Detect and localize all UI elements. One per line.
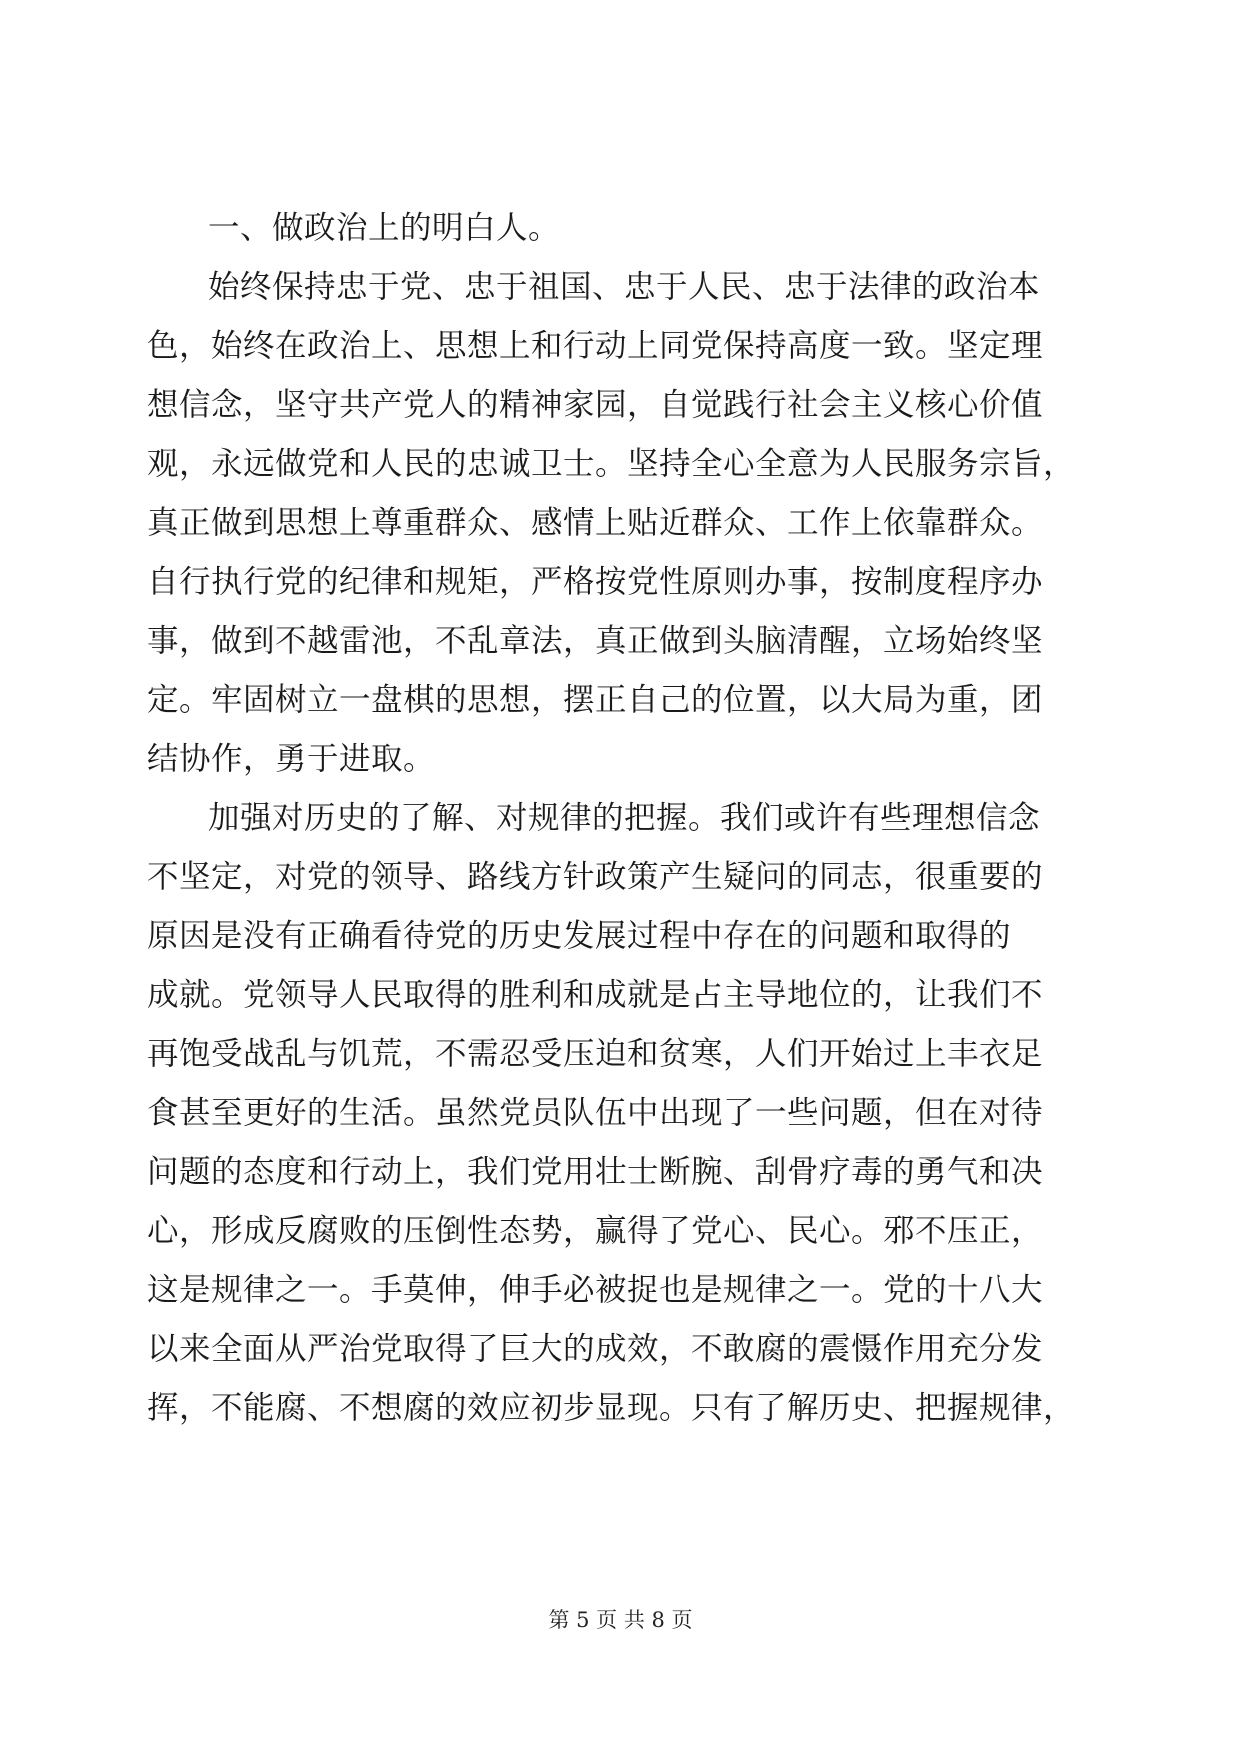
page-footer: 第 5 页 共 8 页	[548, 1608, 693, 1632]
paragraph-line: 成就。党领导人民取得的胜利和成就是占主导地位的，让我们不	[147, 977, 1044, 1013]
paragraph-line: 想信念，坚守共产党人的精神家园，自觉践行社会主义核心价值	[147, 387, 1044, 423]
paragraph-line: 问题的态度和行动上，我们党用壮士断腕、刮骨疗毒的勇气和决	[147, 1154, 1044, 1190]
paragraph-line: 心，形成反腐败的压倒性态势，赢得了党心、民心。邪不压正，	[147, 1213, 1044, 1249]
paragraph-line: 以来全面从严治党取得了巨大的成效，不敢腐的震慑作用充分发	[147, 1331, 1044, 1367]
paragraph-line: 观，永远做党和人民的忠诚卫士。坚持全心全意为人民服务宗旨，	[147, 446, 1076, 482]
paragraph-line: 定。牢固树立一盘棋的思想，摆正自己的位置，以大局为重，团	[147, 682, 1044, 718]
paragraph-line: 始终保持忠于党、忠于祖国、忠于人民、忠于法律的政治本	[208, 269, 1041, 305]
paragraph-line: 不坚定，对党的领导、路线方针政策产生疑问的同志，很重要的	[147, 859, 1044, 895]
paragraph-line: 加强对历史的了解、对规律的把握。我们或许有些理想信念	[208, 800, 1041, 836]
paragraph-line: 事，做到不越雷池，不乱章法，真正做到头脑清醒，立场始终坚	[147, 623, 1044, 659]
paragraph-line: 原因是没有正确看待党的历史发展过程中存在的问题和取得的	[147, 918, 1012, 954]
paragraph-line: 真正做到思想上尊重群众、感情上贴近群众、工作上依靠群众。	[147, 505, 1044, 541]
paragraph-line: 自行执行党的纪律和规矩，严格按党性原则办事，按制度程序办	[147, 564, 1044, 600]
paragraph-line: 这是规律之一。手莫伸，伸手必被捉也是规律之一。党的十八大	[147, 1272, 1044, 1308]
paragraph-line: 食甚至更好的生活。虽然党员队伍中出现了一些问题，但在对待	[147, 1095, 1044, 1131]
heading-line: 一、做政治上的明白人。	[208, 210, 561, 246]
paragraph-line: 色，始终在政治上、思想上和行动上同党保持高度一致。坚定理	[147, 328, 1044, 364]
paragraph-line: 结协作，勇于进取。	[147, 741, 436, 777]
paragraph-line: 挥，不能腐、不想腐的效应初步显现。只有了解历史、把握规律，	[147, 1390, 1076, 1426]
paragraph-line: 再饱受战乱与饥荒，不需忍受压迫和贫寒，人们开始过上丰衣足	[147, 1036, 1044, 1072]
